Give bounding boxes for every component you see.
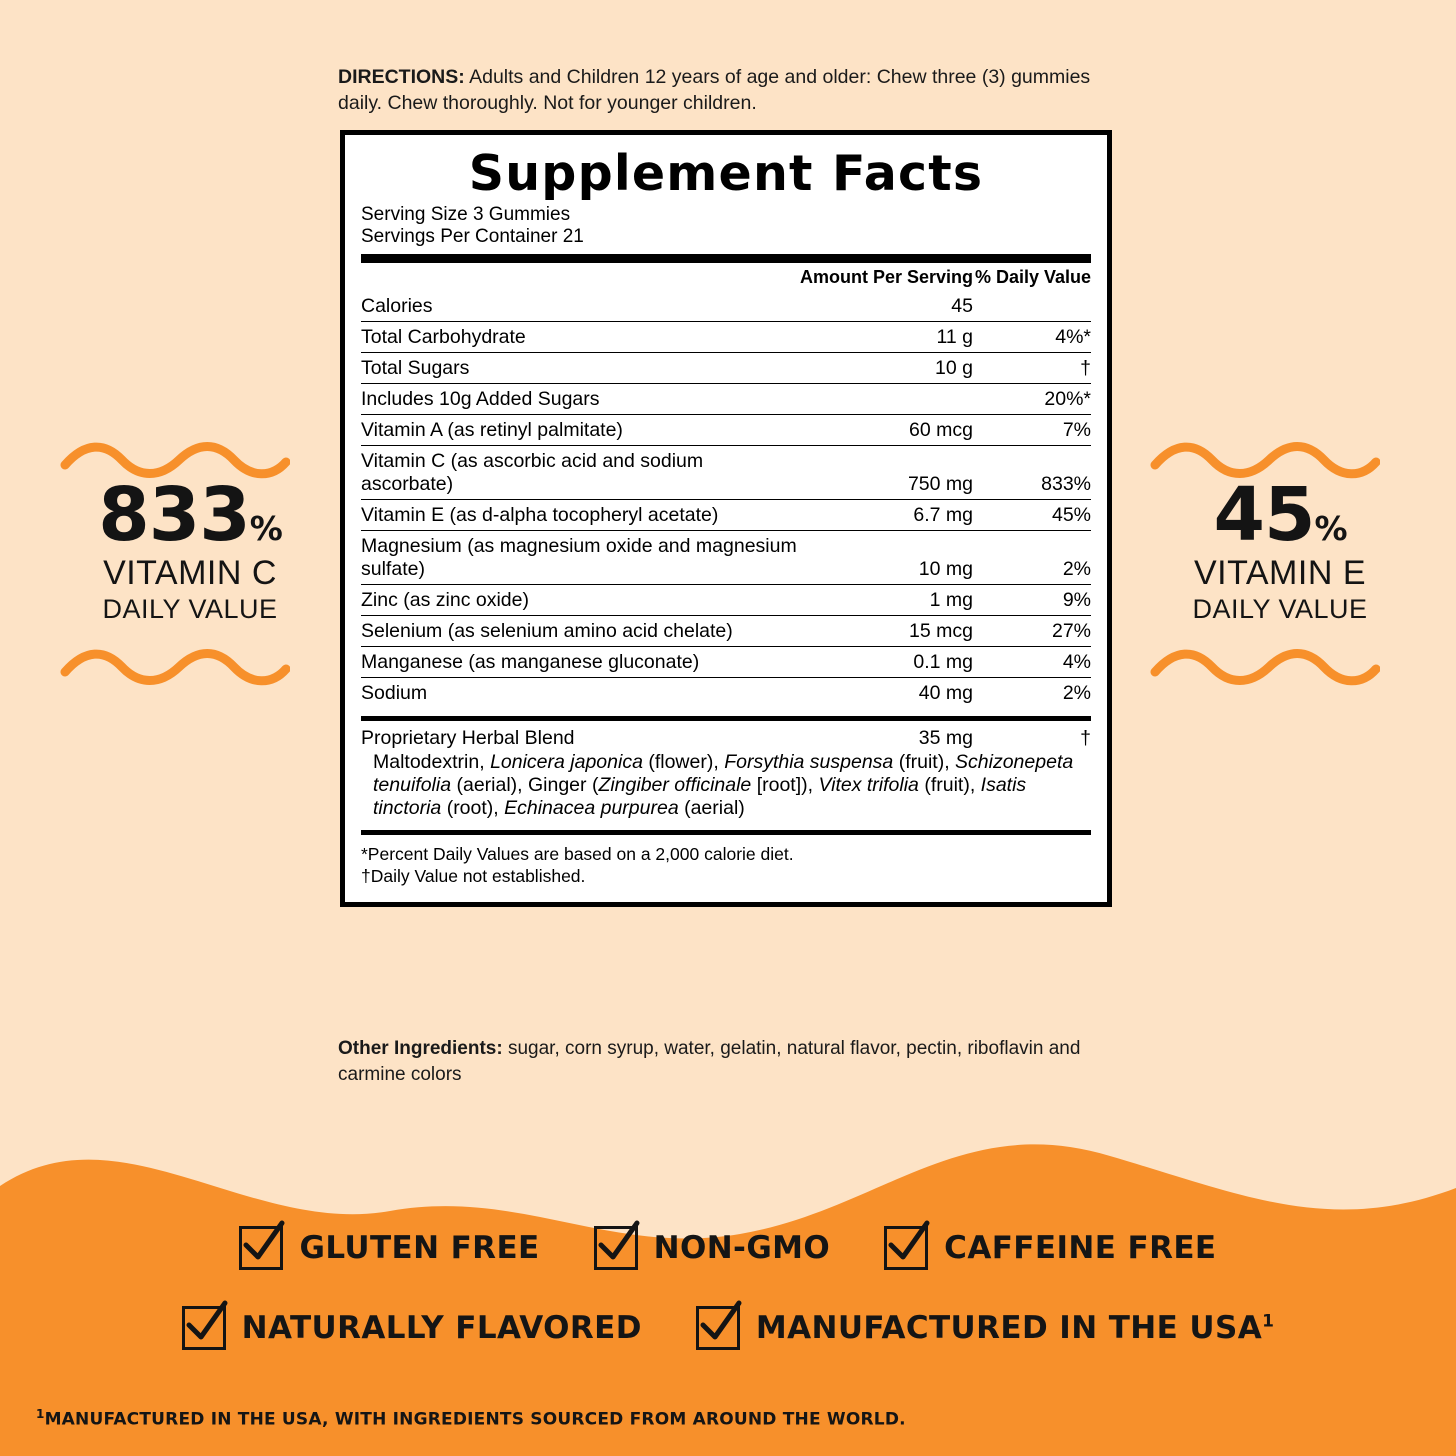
badge-label: NATURALLY FLAVORED xyxy=(241,1310,642,1346)
row-dv xyxy=(973,291,1091,322)
badge-caffeine-free xyxy=(884,1226,1216,1270)
squiggle-divider-icon xyxy=(1150,647,1380,687)
row-dv: 4% xyxy=(973,646,1091,677)
row-dv: 833% xyxy=(973,445,1091,499)
blend-ingredients: Maltodextrin, Lonicera japonica (flower), Forsythia suspensa (fruit), Schizonepeta tenuifolia (aerial), Ginger (Zingiber officinale [root]), Vitex trifolia (fruit), Isatis tinctoria (root), Echinacea purpurea (aerial) xyxy=(373,750,1074,819)
row-name: Total Carbohydrate xyxy=(361,321,800,352)
proprietary-blend-section xyxy=(361,721,1091,820)
squiggle-divider-icon xyxy=(60,647,290,687)
percent-symbol: % xyxy=(249,509,282,548)
servings-per-container: Servings Per Container 21 xyxy=(361,225,584,247)
panel-title: Supplement Facts xyxy=(468,145,984,202)
table-row xyxy=(361,383,1091,414)
table-row xyxy=(361,677,1091,708)
badge-label: NON-GMO xyxy=(653,1230,831,1266)
table-row xyxy=(361,584,1091,615)
row-name: Total Sugars xyxy=(361,352,800,383)
row-name: Vitamin C (as ascorbic acid and sodium ascorbate) xyxy=(361,445,800,499)
badge-label: GLUTEN FREE xyxy=(299,1230,540,1266)
other-ingredients-body: sugar, corn syrup, water, gelatin, natural flavor, pectin, riboflavin and carmine colors xyxy=(338,1038,1081,1085)
badge-row-1 xyxy=(0,1226,1456,1270)
row-amount: 11 g xyxy=(800,321,973,352)
blend-header-row xyxy=(361,727,1091,750)
footnote-percent-dv: *Percent Daily Values are based on a 2,000 calorie diet. xyxy=(361,843,794,864)
row-dv: 27% xyxy=(973,615,1091,646)
nutrition-table xyxy=(361,263,1091,708)
row-amount: 1 mg xyxy=(800,584,973,615)
row-amount: 10 g xyxy=(800,352,973,383)
other-ingredients-label: Other Ingredients: xyxy=(338,1038,503,1059)
table-row xyxy=(361,499,1091,530)
row-name: Manganese (as manganese gluconate) xyxy=(361,646,800,677)
blend-dv: † xyxy=(1080,726,1091,749)
table-row xyxy=(361,352,1091,383)
percent-symbol: % xyxy=(1314,509,1347,548)
callout-dv-label: DAILY VALUE xyxy=(102,594,278,625)
directions-body: Adults and Children 12 years of age and older: Chew three (3) gummies daily. Chew thoroughly. Not for younger children. xyxy=(338,66,1091,115)
directions-text xyxy=(338,64,1128,117)
row-amount: 40 mg xyxy=(918,681,973,704)
row-amount: 60 mcg xyxy=(800,414,973,445)
footnote-dagger: †Daily Value not established. xyxy=(361,866,586,887)
callout-dv-label: DAILY VALUE xyxy=(1192,594,1368,625)
row-name: Calories xyxy=(361,291,800,322)
row-name: Vitamin E (as d-alpha tocopheryl acetate) xyxy=(361,499,800,530)
usa-footnote-mark: 1 xyxy=(36,1407,45,1422)
table-row xyxy=(361,646,1091,677)
row-amount: 750 mg xyxy=(800,445,973,499)
row-dv: 45% xyxy=(973,499,1091,530)
blend-name: Proprietary Herbal Blend xyxy=(361,726,575,749)
row-name: Selenium (as selenium amino acid chelate) xyxy=(361,615,800,646)
checkmark-icon xyxy=(594,1226,638,1270)
row-amount: 10 mg xyxy=(800,530,973,584)
row-dv: 20%* xyxy=(973,383,1091,414)
callout-value: 833% xyxy=(98,472,282,558)
row-dv: 4%* xyxy=(973,321,1091,352)
row-dv: 7% xyxy=(973,414,1091,445)
row-amount: 0.1 mg xyxy=(800,646,973,677)
row-dv: † xyxy=(973,352,1091,383)
row-name: Includes 10g Added Sugars xyxy=(361,383,800,414)
row-amount: 45 xyxy=(800,291,973,322)
callout-vitamin-c xyxy=(60,440,320,687)
badge-naturally-flavored xyxy=(182,1306,642,1350)
row-dv: 2% xyxy=(973,530,1091,584)
callout-nutrient: VITAMIN C xyxy=(103,554,277,593)
directions-label: DIRECTIONS: xyxy=(338,66,465,88)
row-name: Magnesium (as magnesium oxide and magnesium sulfate) xyxy=(361,530,800,584)
table-header-row xyxy=(361,263,1091,291)
table-row xyxy=(361,291,1091,322)
badge-label: CAFFEINE FREE xyxy=(944,1230,1217,1266)
badge-footnote-mark: 1 xyxy=(1262,1311,1275,1332)
row-amount xyxy=(800,383,973,414)
usa-footnote-text: MANUFACTURED IN THE USA, WITH INGREDIENTS SOURCED FROM AROUND THE WORLD. xyxy=(44,1410,906,1430)
checkmark-icon xyxy=(239,1226,283,1270)
badge-non-gmo xyxy=(594,1226,831,1270)
table-row xyxy=(361,530,1091,584)
header-blank xyxy=(361,263,800,291)
row-amount: 15 mcg xyxy=(800,615,973,646)
footnotes xyxy=(361,843,1091,889)
supplement-facts-panel xyxy=(340,130,1112,907)
row-name: Vitamin A (as retinyl palmitate) xyxy=(361,414,800,445)
checkmark-icon xyxy=(884,1226,928,1270)
callout-vitamin-e xyxy=(1150,440,1410,687)
serving-size: Serving Size 3 Gummies xyxy=(361,204,571,225)
row-amount: 6.7 mg xyxy=(800,499,973,530)
usa-footnote xyxy=(36,1407,906,1430)
feature-badges xyxy=(0,1116,1456,1456)
table-row xyxy=(361,414,1091,445)
row-name: Zinc (as zinc oxide) xyxy=(361,584,800,615)
header-daily-value: % Daily Value xyxy=(974,266,1091,287)
badge-gluten-free xyxy=(239,1226,539,1270)
other-ingredients xyxy=(338,1036,1128,1087)
row-name: Sodium xyxy=(361,681,428,704)
badge-row-2 xyxy=(0,1306,1456,1350)
badge-manufactured-in-usa xyxy=(696,1306,1274,1350)
table-row xyxy=(361,445,1091,499)
header-amount: Amount Per Serving xyxy=(799,266,973,287)
callout-value: 45% xyxy=(1213,472,1347,558)
callout-nutrient: VITAMIN E xyxy=(1194,554,1366,593)
row-dv: 2% xyxy=(1062,681,1091,704)
divider-thick-top xyxy=(361,254,1091,263)
divider-after-blend xyxy=(361,830,1091,835)
table-row xyxy=(361,615,1091,646)
badge-label: MANUFACTURED IN THE USA$^1$ xyxy=(755,1310,1275,1346)
checkmark-icon xyxy=(696,1306,740,1350)
blend-amount: 35 mg xyxy=(918,726,973,749)
table-row xyxy=(361,321,1091,352)
row-dv: 9% xyxy=(973,584,1091,615)
checkmark-icon xyxy=(182,1306,226,1350)
